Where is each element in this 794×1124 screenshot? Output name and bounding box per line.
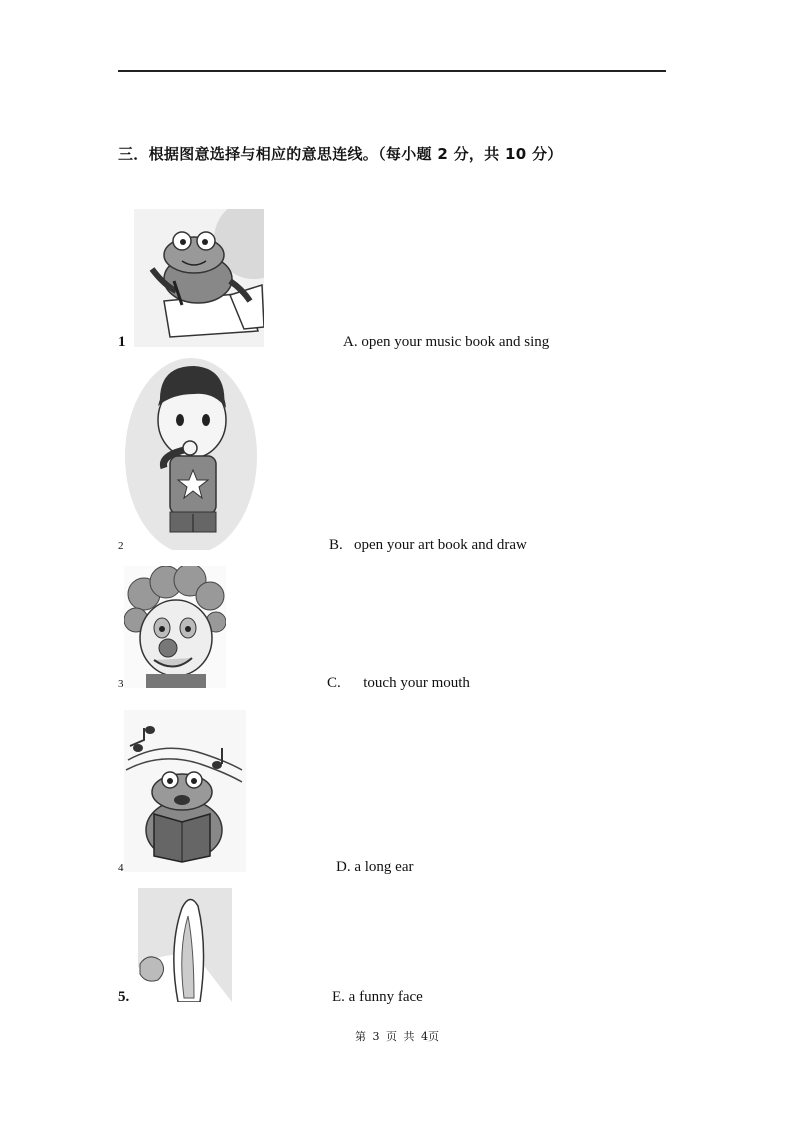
frog-singing-book-icon	[124, 710, 246, 872]
option-letter: C.	[327, 675, 341, 691]
option-text: open your art book and draw	[354, 537, 527, 553]
frog-writing-icon	[134, 209, 264, 347]
option-b[interactable]	[329, 537, 527, 554]
option-c[interactable]	[327, 675, 470, 692]
item-number: 1	[118, 334, 126, 350]
option-a[interactable]	[343, 334, 549, 351]
option-letter: E.	[332, 989, 345, 1005]
option-e[interactable]	[332, 989, 423, 1006]
option-letter: A.	[343, 334, 358, 350]
header-rule	[118, 70, 666, 72]
option-text: touch your mouth	[363, 675, 470, 691]
boy-touching-mouth-icon	[124, 356, 258, 550]
item-number: 5.	[118, 989, 130, 1005]
item-number: 4	[118, 862, 124, 874]
item-number: 2	[118, 540, 124, 552]
option-text: a long ear	[354, 859, 414, 875]
option-text: a funny face	[348, 989, 423, 1005]
option-letter: D.	[336, 859, 351, 875]
option-letter: B.	[329, 537, 343, 553]
section-heading: 三．根据图意选择与相应的意思连线。（每小题 2 分，共 10 分）	[118, 145, 563, 163]
option-d[interactable]	[336, 859, 413, 876]
clown-face-icon	[124, 566, 226, 688]
item-number: 3	[118, 678, 124, 690]
page-footer: 第 3 页 共 4页	[355, 1030, 439, 1043]
rabbit-ear-icon	[138, 888, 232, 1002]
option-text: open your music book and sing	[361, 334, 550, 350]
